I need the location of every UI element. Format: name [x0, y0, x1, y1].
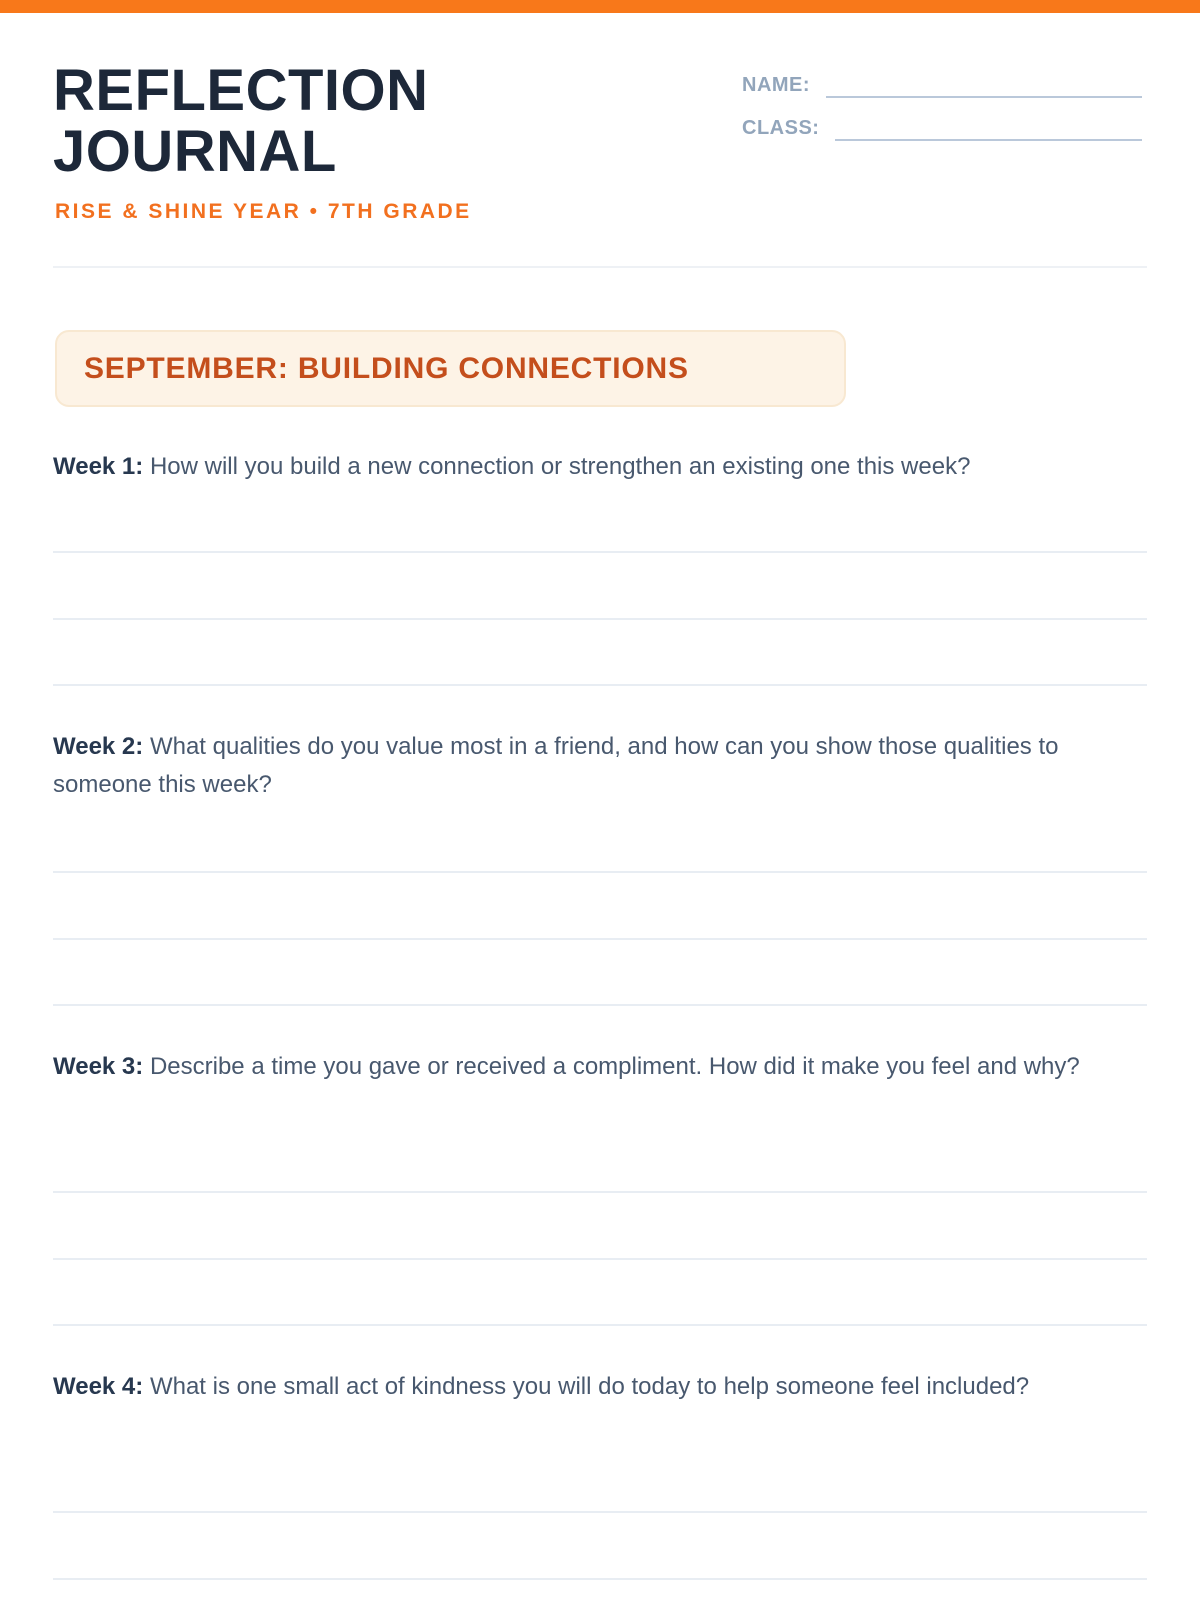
header-divider — [53, 266, 1147, 268]
writing-line[interactable] — [53, 1578, 1147, 1580]
student-info-fields — [742, 72, 1142, 158]
class-input-line[interactable] — [835, 117, 1142, 141]
writing-line[interactable] — [53, 1191, 1147, 1193]
writing-line[interactable] — [53, 618, 1147, 620]
month-section-title: SEPTEMBER: BUILDING CONNECTIONS — [84, 351, 689, 385]
week-2-prompt — [53, 728, 1149, 804]
writing-line[interactable] — [53, 684, 1147, 686]
week-2-label: Week 2: — [53, 733, 144, 760]
name-label: NAME: — [742, 74, 811, 96]
accent-top-bar — [0, 0, 1200, 13]
week-3-question: Describe a time you gave or received a compliment. How did it make you feel and why? — [149, 1053, 1080, 1080]
week-1-prompt — [53, 448, 1149, 486]
writing-line[interactable] — [53, 1511, 1147, 1513]
writing-line[interactable] — [53, 551, 1147, 553]
month-section-header — [55, 330, 846, 407]
week-1-question: How will you build a new connection or strengthen an existing one this week? — [149, 453, 971, 480]
name-field-row — [742, 72, 1142, 98]
class-label: CLASS: — [742, 117, 820, 139]
week-1-label: Week 1: — [53, 453, 144, 480]
week-4-prompt — [53, 1368, 1149, 1406]
writing-line[interactable] — [53, 1004, 1147, 1006]
writing-line[interactable] — [53, 1258, 1147, 1260]
writing-line[interactable] — [53, 1324, 1147, 1326]
page-title: REFLECTION JOURNAL — [53, 58, 429, 184]
class-field-row — [742, 115, 1142, 141]
week-2-question: What qualities do you value most in a friend, and how can you show those qualities to someone this week? — [53, 733, 1059, 798]
page-subtitle: RISE & SHINE YEAR • 7TH GRADE — [55, 200, 472, 223]
week-4-label: Week 4: — [53, 1373, 144, 1400]
week-4-question: What is one small act of kindness you will do today to help someone feel included? — [149, 1373, 1030, 1400]
name-input-line[interactable] — [826, 74, 1142, 98]
week-3-prompt — [53, 1048, 1149, 1086]
writing-line[interactable] — [53, 871, 1147, 873]
week-3-label: Week 3: — [53, 1053, 144, 1080]
writing-line[interactable] — [53, 938, 1147, 940]
